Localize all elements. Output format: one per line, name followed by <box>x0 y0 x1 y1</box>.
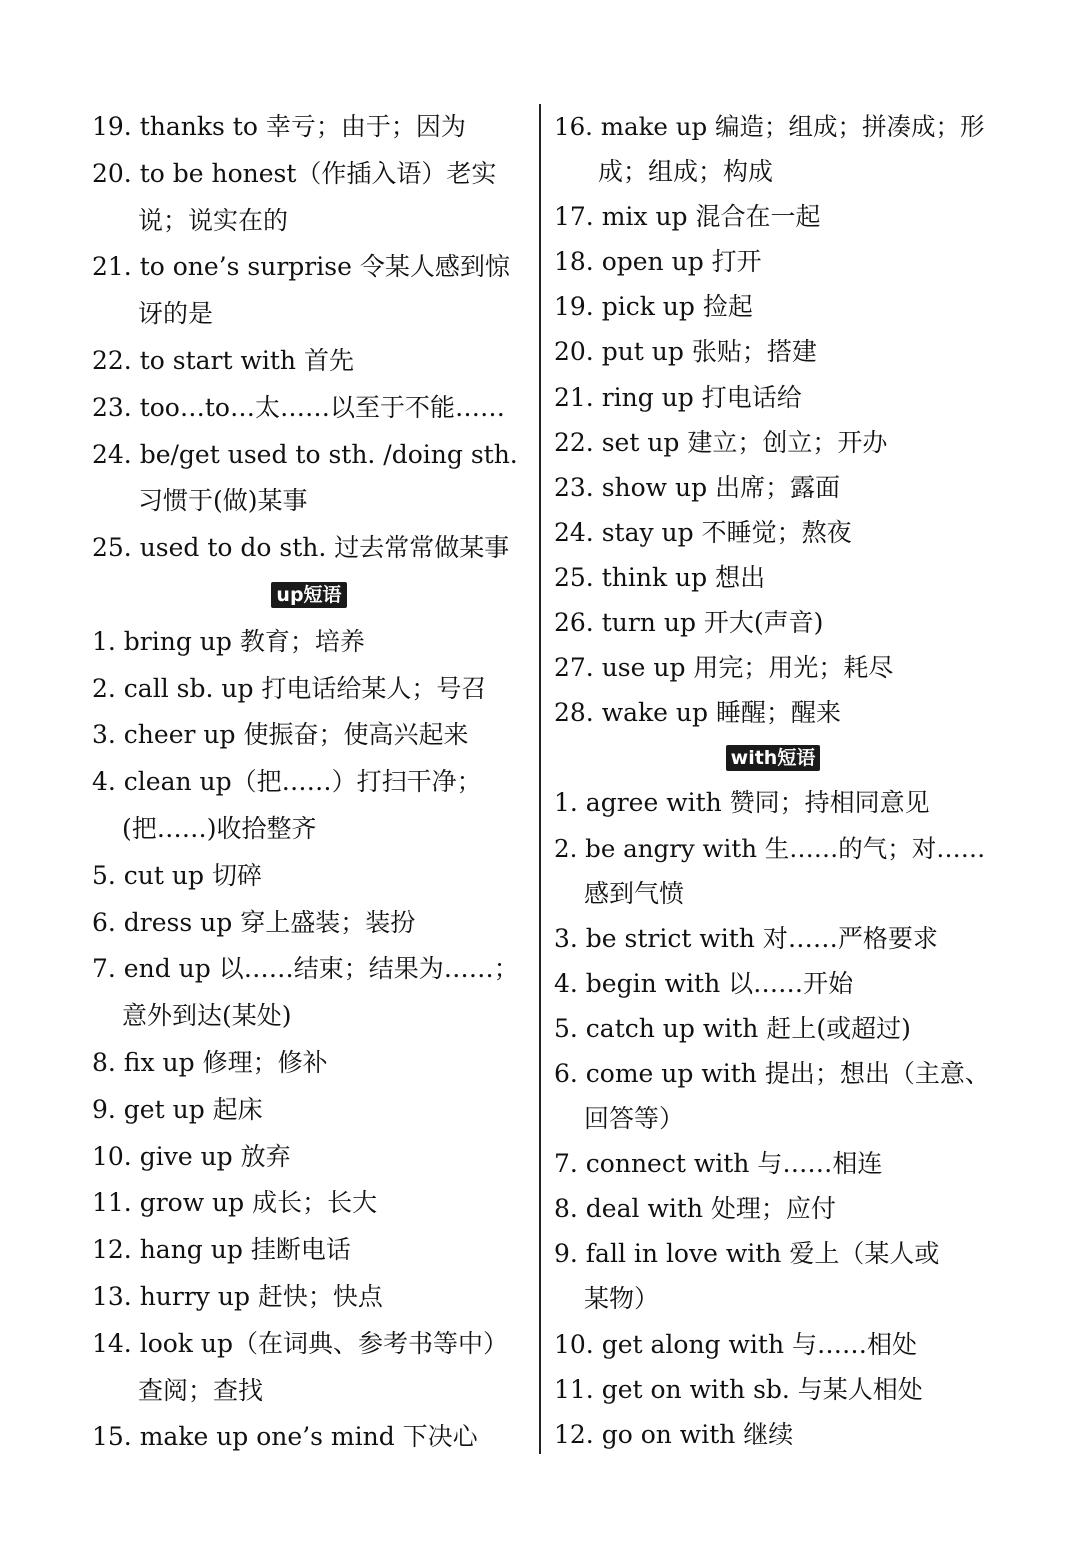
list-item: 21. ring up 打电话给 <box>554 382 802 412</box>
list-item: 11. get on with sb. 与某人相处 <box>554 1374 923 1404</box>
list-item: 27. use up 用完；用光；耗尽 <box>554 653 894 683</box>
list-item-continuation: 成；组成；构成 <box>598 157 774 187</box>
column-divider <box>539 104 541 1454</box>
list-item: 4. clean up（把……）打扫干净； <box>92 767 482 797</box>
list-item: 2. be angry with 生……的气；对…… <box>554 833 986 863</box>
list-item: 9. get up 起床 <box>92 1094 263 1124</box>
list-item: 4. begin with 以……开始 <box>554 968 854 998</box>
list-item: 28. wake up 睡醒；醒来 <box>554 698 841 728</box>
list-item-continuation: 感到气愤 <box>584 878 685 908</box>
list-item: 7. connect with 与……相连 <box>554 1149 883 1179</box>
list-item: 8. deal with 处理；应付 <box>554 1194 836 1224</box>
left-column <box>92 104 526 1461</box>
list-item: 12. hang up 挂断电话 <box>92 1235 351 1265</box>
list-item: 25. think up 想出 <box>554 562 766 592</box>
list-item: 26. turn up 开大(声音) <box>554 608 824 638</box>
list-item: 6. come up with 提出；想出（主意、 <box>554 1058 990 1088</box>
list-item-continuation: (把……)收拾整齐 <box>122 813 317 843</box>
list-item: 22. to start with 首先 <box>92 345 354 375</box>
list-item: 11. grow up 成长；长大 <box>92 1188 378 1218</box>
list-item: 3. be strict with 对……严格要求 <box>554 923 938 953</box>
list-item: 18. open up 打开 <box>554 247 762 277</box>
list-item: 7. end up 以……结束；结果为……； <box>92 954 519 984</box>
right-column <box>554 104 992 1457</box>
list-item: 2. call sb. up 打电话给某人；号召 <box>92 673 487 703</box>
list-item-continuation: 某物） <box>584 1284 660 1314</box>
list-item: 3. cheer up 使振奋；使高兴起来 <box>92 720 469 750</box>
list-item: 1. bring up 教育；培养 <box>92 626 365 656</box>
list-item: 10. get along with 与……相处 <box>554 1329 917 1359</box>
list-item-continuation: 说；说实在的 <box>138 205 289 235</box>
list-item: 24. be/get used to sth. /doing sth. <box>92 439 518 469</box>
list-item: 10. give up 放弃 <box>92 1141 291 1171</box>
section-heading-up: up短语 <box>271 582 346 608</box>
list-item: 17. mix up 混合在一起 <box>554 202 821 232</box>
list-item-continuation: 查阅；查找 <box>138 1375 264 1405</box>
list-item: 6. dress up 穿上盛装；装扮 <box>92 907 416 937</box>
list-item: 20. put up 张贴；搭建 <box>554 337 817 367</box>
list-item: 25. used to do sth. 过去常常做某事 <box>92 533 510 563</box>
section-heading-row <box>92 572 526 619</box>
section-heading-with: with短语 <box>726 745 821 771</box>
list-item: 14. look up（在词典、参考书等中） <box>92 1328 509 1358</box>
list-item: 12. go on with 继续 <box>554 1419 794 1449</box>
list-item: 8. fix up 修理；修补 <box>92 1047 328 1077</box>
list-item-continuation: 意外到达(某处) <box>122 1001 292 1031</box>
list-item: 1. agree with 赞同；持相同意见 <box>554 788 930 818</box>
list-item: 16. make up 编造；组成；拼凑成；形 <box>554 112 985 141</box>
list-item-continuation: 回答等） <box>584 1104 685 1134</box>
list-item-continuation: 习惯于(做)某事 <box>138 486 308 516</box>
list-item: 24. stay up 不睡觉；熬夜 <box>554 517 852 547</box>
list-item: 20. to be honest（作插入语）老实 <box>92 158 497 188</box>
list-item-continuation: 讶的是 <box>138 299 214 329</box>
list-item: 19. pick up 捡起 <box>554 292 753 322</box>
list-item: 23. show up 出席；露面 <box>554 472 841 502</box>
list-item: 13. hurry up 赶快；快点 <box>92 1281 383 1311</box>
list-item: 22. set up 建立；创立；开办 <box>554 427 888 457</box>
list-item: 15. make up one’s mind 下决心 <box>92 1422 478 1452</box>
section-heading-row <box>554 735 992 780</box>
list-item: 5. catch up with 赶上(或超过) <box>554 1013 911 1043</box>
list-item: 5. cut up 切碎 <box>92 860 262 890</box>
list-item: 9. fall in love with 爱上（某人或 <box>554 1239 940 1269</box>
list-item: 21. to one’s surprise 令某人感到惊 <box>92 252 510 282</box>
list-item: 23. too…to…太……以至于不能…… <box>92 392 505 422</box>
list-item: 19. thanks to 幸亏；由于；因为 <box>92 112 466 141</box>
